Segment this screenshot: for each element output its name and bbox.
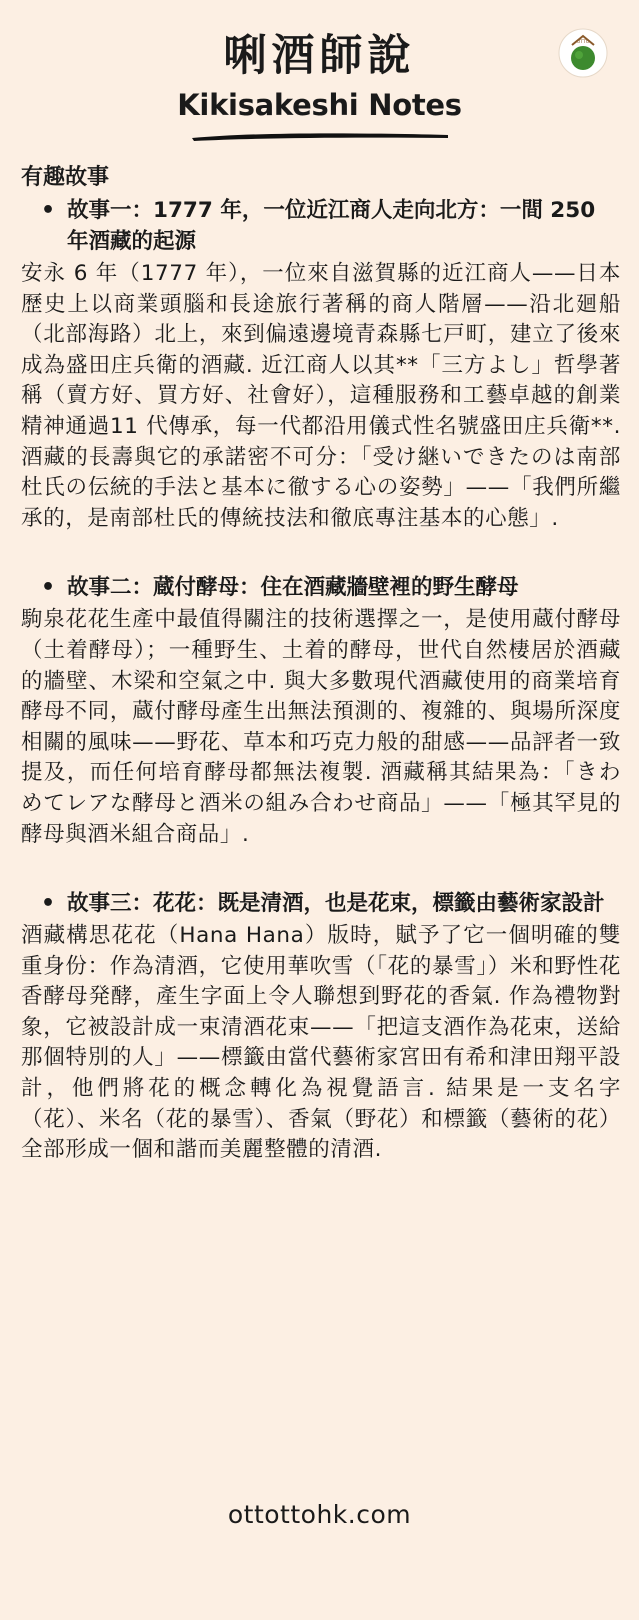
bullet-icon: •: [41, 575, 56, 601]
page-subtitle: Kikisakeshi Notes: [177, 87, 462, 122]
story-2: [21, 572, 621, 850]
logo-text: OTTO: [576, 40, 590, 45]
website-link[interactable]: ottottohk.com: [227, 1500, 412, 1529]
story-3: [21, 888, 621, 1166]
page-header: [0, 30, 639, 143]
page-title: 唎酒師說: [223, 31, 416, 81]
bullet-icon: •: [41, 891, 56, 917]
story-title: 故事一：1777 年，一位近江商人走向北方：一間 250 年酒藏的起源: [67, 198, 596, 254]
main-content: [21, 163, 621, 1166]
section-heading: 有趣故事: [21, 165, 110, 190]
story-title: 故事三：花花：既是清酒，也是花束，標籤由藝術家設計: [67, 891, 605, 917]
story-1: [21, 195, 621, 534]
story-title: 故事二：蔵付酵母：住在酒藏牆壁裡的野生酵母: [67, 575, 519, 601]
story-body: 安永 6 年（1777 年），一位來自滋賀縣的近江商人——日本歷史上以商業頭腦和長途旅行著稱的商人階層——沿北廻船（北部海路）北上，來到偏遠邊境青森縣七戸町，建立了後來成為盛田庄兵衛的酒藏. 近江商人以其**「三方よし」哲學著稱（賣方好、買方好、社會好），這種服務和工藝卓越的創業精神通過11 代傳承，每一代都沿用儀式性名號盛田庄兵衛**. 酒藏的長壽與它的承諾密不可分：「受け継いできたのは南部杜氏の伝統的手法と基本に徹する心の姿勢」——「我們所繼承的，是南部杜氏的傳統技法和徹底專注基本的心態」.: [21, 261, 621, 531]
bullet-icon: •: [41, 198, 56, 223]
story-body: 酒藏構思花花（Hana Hana）版時，賦予了它一個明確的雙重身份：作為清酒，它使用華吹雪（「花的暴雪」）米和野性花香酵母発酵，產生字面上令人聯想到野花的香氣. 作為禮物對象，它被設計成一束清酒花束——「把這支酒作為花束，送給那個特別的人」——標籤由當代藝術家宮田有希和津田翔平設計，他們將花的概念轉化為視覺語言. 結果是一支名字（花）、米名（花的暴雪）、香氣（野花）和標籤（藝術的花）全部形成一個和諧而美麗整體的清酒.: [21, 923, 621, 1163]
brand-logo-icon: [558, 28, 608, 78]
brush-underline-decoration: [190, 129, 450, 143]
story-body: 駒泉花花生產中最值得關注的技術選擇之一，是使用蔵付酵母（土着酵母）；一種野生、土着的酵母，世代自然棲居於酒藏的牆壁、木梁和空氣之中. 與大多數現代酒藏使用的商業培育酵母不同，蔵付酵母產生出無法預測的、複雜的、與場所深度相關的風味——野花、草本和巧克力般的甜感——品評者一致提及，而任何培育酵母都無法複製. 酒藏稱其結果為：「きわめてレアな酵母と酒米の組み合わせ商品」——「極其罕見的酵母與酒米組合商品」.: [21, 607, 621, 847]
